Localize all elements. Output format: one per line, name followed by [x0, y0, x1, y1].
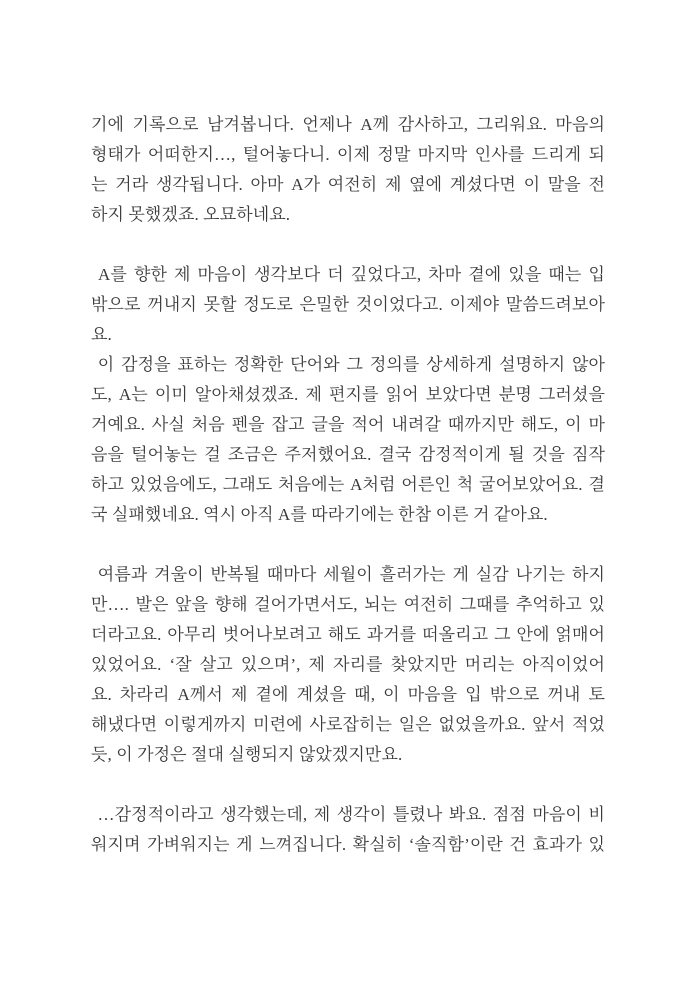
paragraph [91, 560, 605, 770]
text-line: 이 감정을 표하는 정확한 단어와 그 정의를 상세하게 설명하지 않아 [91, 355, 605, 374]
text-line: 있었어요. ‘잘 살고 있으며’, 제 자리를 찾았지만 머리는 아직이었어 [91, 655, 605, 674]
text-line: 하지 못했겠죠. 오묘하네요. [91, 205, 291, 224]
paragraph [91, 350, 605, 530]
text-line: 형태가 어떠한지…, 털어놓다니. 이제 정말 마지막 인사를 드리게 되 [91, 145, 605, 164]
text-line: 듯, 이 가정은 절대 실행되지 않았겠지만요. [91, 745, 403, 764]
text-line: 요. 차라리 A께서 제 곁에 계셨을 때, 이 마음을 입 밖으로 꺼내 토 [91, 685, 605, 704]
text-line: 더라고요. 아무리 벗어나보려고 해도 과거를 떠올리고 그 안에 얽매어 [91, 625, 605, 644]
paragraph [91, 800, 605, 860]
text-line: 워지며 가벼워지는 게 느껴집니다. 확실히 ‘솔직함’이란 건 효과가 있 [91, 835, 605, 854]
text-line: …감정적이라고 생각했는데, 제 생각이 틀렸나 봐요. 점점 마음이 비 [91, 805, 605, 824]
text-line: 도, A는 이미 알아채셨겠죠. 제 편지를 읽어 보았다면 분명 그러셨을 [91, 385, 605, 404]
text-line: 만…. 발은 앞을 향해 걸어가면서도, 뇌는 여전히 그때를 추억하고 있 [91, 595, 605, 614]
text-line: 하고 있었음에도, 그래도 처음에는 A처럼 어른인 척 굴어보았어요. 결 [91, 475, 605, 494]
text-line: A를 향한 제 마음이 생각보다 더 깊었다고, 차마 곁에 있을 때는 입 [91, 265, 605, 284]
text-line: 기에 기록으로 남겨봅니다. 언제나 A께 감사하고, 그리워요. 마음의 [91, 115, 605, 134]
text-line: 밖으로 꺼내지 못할 정도로 은밀한 것이었다고. 이제야 말씀드려보아 [91, 295, 605, 314]
text-line: 해냈다면 이렇게까지 미련에 사로잡히는 일은 없었을까요. 앞서 적었 [91, 715, 605, 734]
text-line: 는 거라 생각됩니다. 아마 A가 여전히 제 옆에 계셨다면 이 말을 전 [91, 175, 605, 194]
text-line: 거예요. 사실 처음 펜을 잡고 글을 적어 내려갈 때까지만 해도, 이 마 [91, 415, 605, 434]
paragraph [91, 260, 605, 350]
paragraph [91, 110, 605, 230]
text-line: 음을 털어놓는 걸 조금은 주저했어요. 결국 감정적이게 될 것을 짐작 [91, 445, 605, 464]
text-line: 요. [91, 325, 112, 344]
text-line: 여름과 겨울이 반복될 때마다 세월이 흘러가는 게 실감 나기는 하지 [91, 565, 605, 584]
text-line: 국 실패했네요. 역시 아직 A를 따라기에는 한참 이른 거 같아요. [91, 505, 548, 524]
letter-body [91, 110, 605, 860]
